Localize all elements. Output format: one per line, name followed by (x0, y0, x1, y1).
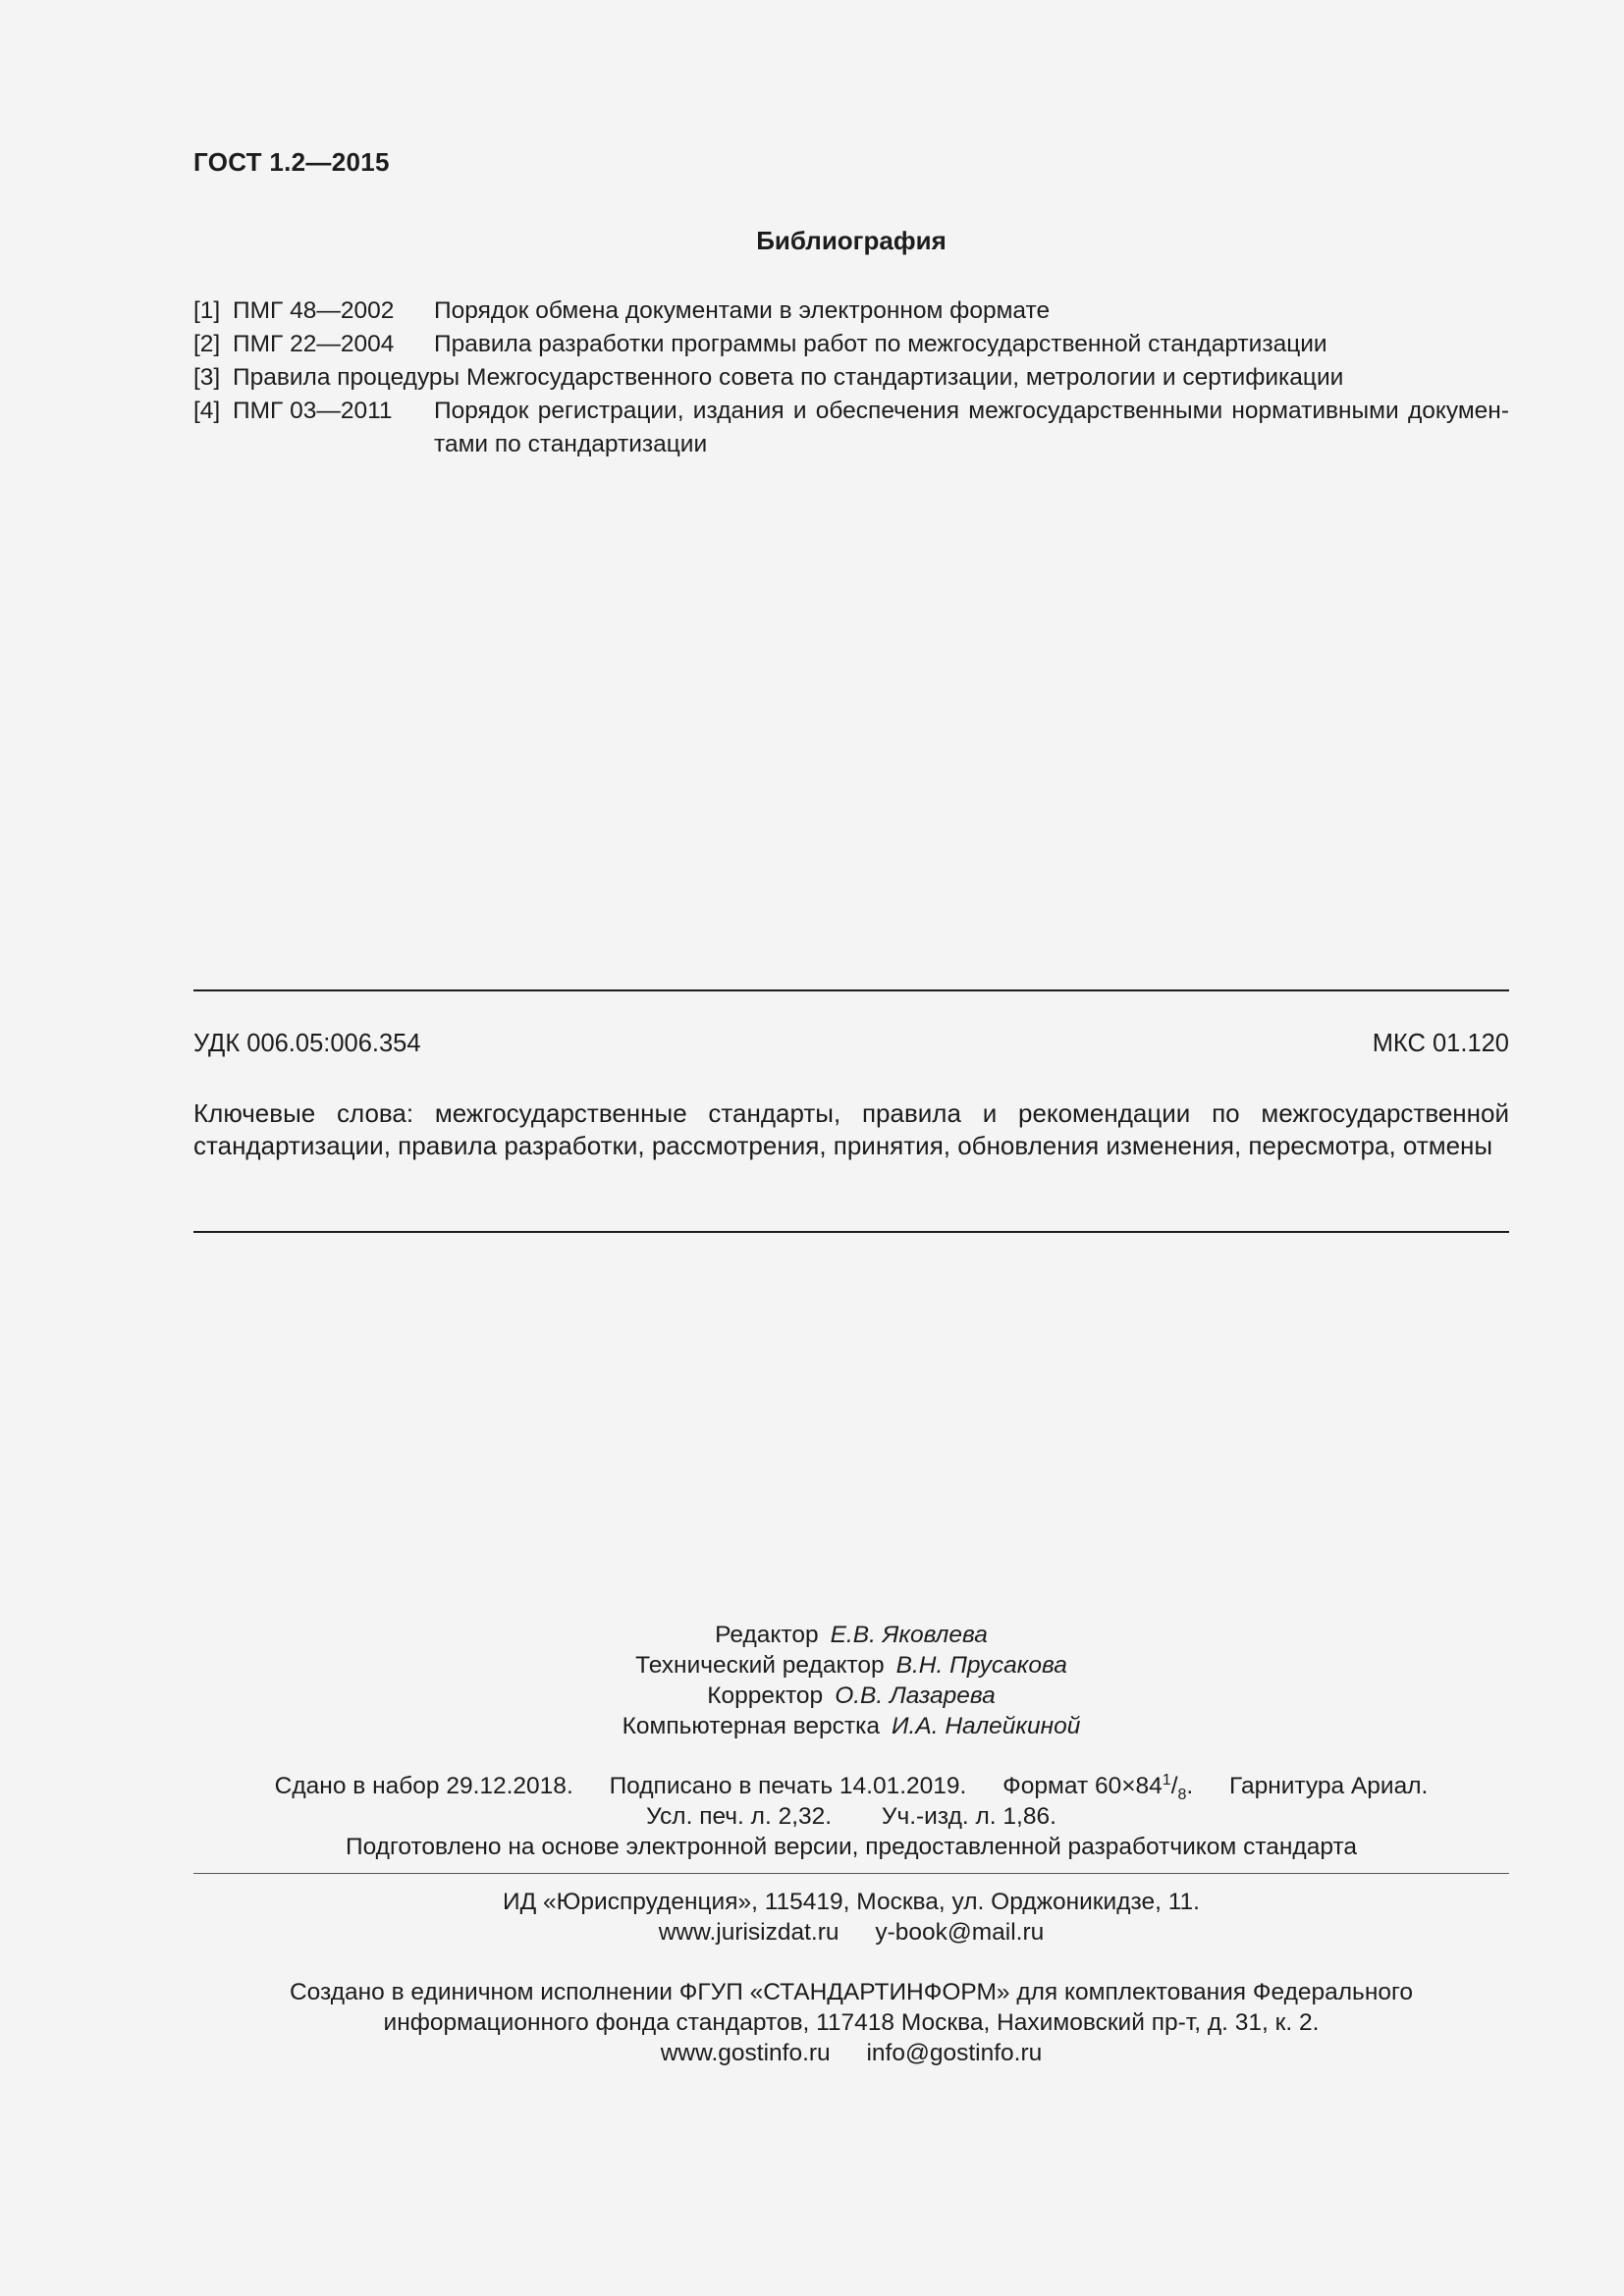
top-divider (193, 989, 1509, 991)
entry-number: [1] (193, 297, 221, 324)
print-info-line-2 (0, 1801, 1624, 1832)
entry-title-line-2: тами по стандартизации (434, 431, 708, 457)
typeface: Гарнитура Ариал. (1229, 1773, 1429, 1799)
bibliography-title: Библиография (756, 226, 947, 255)
bibliography-entry-3 (193, 361, 1509, 395)
bibliography-list (193, 294, 1509, 461)
entry-code: ПМГ 03—2011 (233, 398, 393, 424)
keywords: Ключевые слова: межгосударственные стандарты, правила и рекомендации по межгосударственной стандартизации, правила разработки, рассмотрения, принятия, обновления изменения, пересмотра, отмены (193, 1098, 1509, 1160)
publisher-address: ИД «Юриспруденция», 115419, Москва, ул. Орджоникидзе, 11. (503, 1889, 1200, 1915)
gostinfo-email: info@gostinfo.ru (866, 2040, 1043, 2066)
credit-tech-editor (0, 1650, 1624, 1681)
prepared-note: Подготовлено на основе электронной версии, предоставленной разработчиком стандарта (345, 1834, 1358, 1860)
bibliography-entry-4 (193, 395, 1509, 461)
credit-role: Технический редактор (635, 1652, 885, 1679)
created-block (0, 1977, 1624, 2068)
publication-sheets: Уч.-изд. л. 1,86. (881, 1803, 1056, 1830)
entry-title (434, 395, 1509, 461)
entry-number: [4] (193, 398, 221, 424)
page-header-code: ГОСТ 1.2—2015 (193, 147, 390, 177)
udk-code: УДК 006.05:006.354 (193, 1030, 421, 1057)
credit-person: О.В. Лазарева (835, 1682, 996, 1709)
print-info (0, 1771, 1624, 1862)
entry-title: Правила разработки программы работ по межгосударственной стандартизации (434, 331, 1327, 357)
submitted-date: Сдано в набор 29.12.2018. (274, 1773, 573, 1799)
credit-editor (0, 1620, 1624, 1650)
publisher-site: www.jurisizdat.ru (658, 1919, 839, 1946)
entry-code: ПМГ 48—2002 (233, 297, 395, 324)
publisher-divider (193, 1873, 1509, 1874)
credit-person: И.А. Налейкиной (892, 1713, 1081, 1739)
entry-code: ПМГ 22—2004 (233, 331, 395, 357)
created-contacts (0, 2038, 1624, 2068)
entry-title-line-1: Порядок регистрации, издания и обеспечения межгосударственными нормативными докумен- (434, 398, 1509, 424)
credits-block (0, 1620, 1624, 1741)
created-line-1: Создано в единичном исполнении ФГУП «СТАНДАРТИНФОРМ» для комплектования Федерального (289, 1979, 1413, 2005)
print-sheets: Усл. печ. л. 2,32. (646, 1803, 833, 1830)
credit-role: Корректор (707, 1682, 824, 1709)
mks-code: МКС 01.120 (1372, 1030, 1509, 1057)
credit-role: Компьютерная верстка (622, 1713, 881, 1739)
signed-date: Подписано в печать 14.01.2019. (609, 1773, 967, 1799)
credit-layout (0, 1711, 1624, 1741)
bibliography-entry-1 (193, 294, 1509, 328)
credit-person: Е.В. Яковлева (830, 1622, 988, 1648)
credit-person: В.Н. Прусакова (895, 1652, 1067, 1679)
credit-proofreader (0, 1681, 1624, 1711)
bibliography-entry-2 (193, 328, 1509, 361)
gostinfo-site: www.gostinfo.ru (660, 2040, 831, 2066)
created-line-2: информационного фонда стандартов, 117418 Москва, Нахимовский пр-т, д. 31, к. 2. (383, 2009, 1320, 2036)
print-format: Формат $60\times 84^1/_8$. (1002, 1771, 1194, 1803)
publisher-contacts (0, 1917, 1624, 1948)
print-info-line-1 (0, 1771, 1624, 1801)
credit-role: Редактор (715, 1622, 819, 1648)
entry-number: [2] (193, 331, 221, 357)
publisher-block (0, 1887, 1624, 1948)
entry-title: Порядок обмена документами в электронном формате (434, 297, 1051, 324)
entry-title: Правила процедуры Межгосударственного совета по стандартизации, метрологии и сертификации (233, 364, 1344, 391)
publisher-email: y-book@mail.ru (875, 1919, 1045, 1946)
bottom-divider (193, 1231, 1509, 1233)
entry-number: [3] (193, 364, 221, 391)
